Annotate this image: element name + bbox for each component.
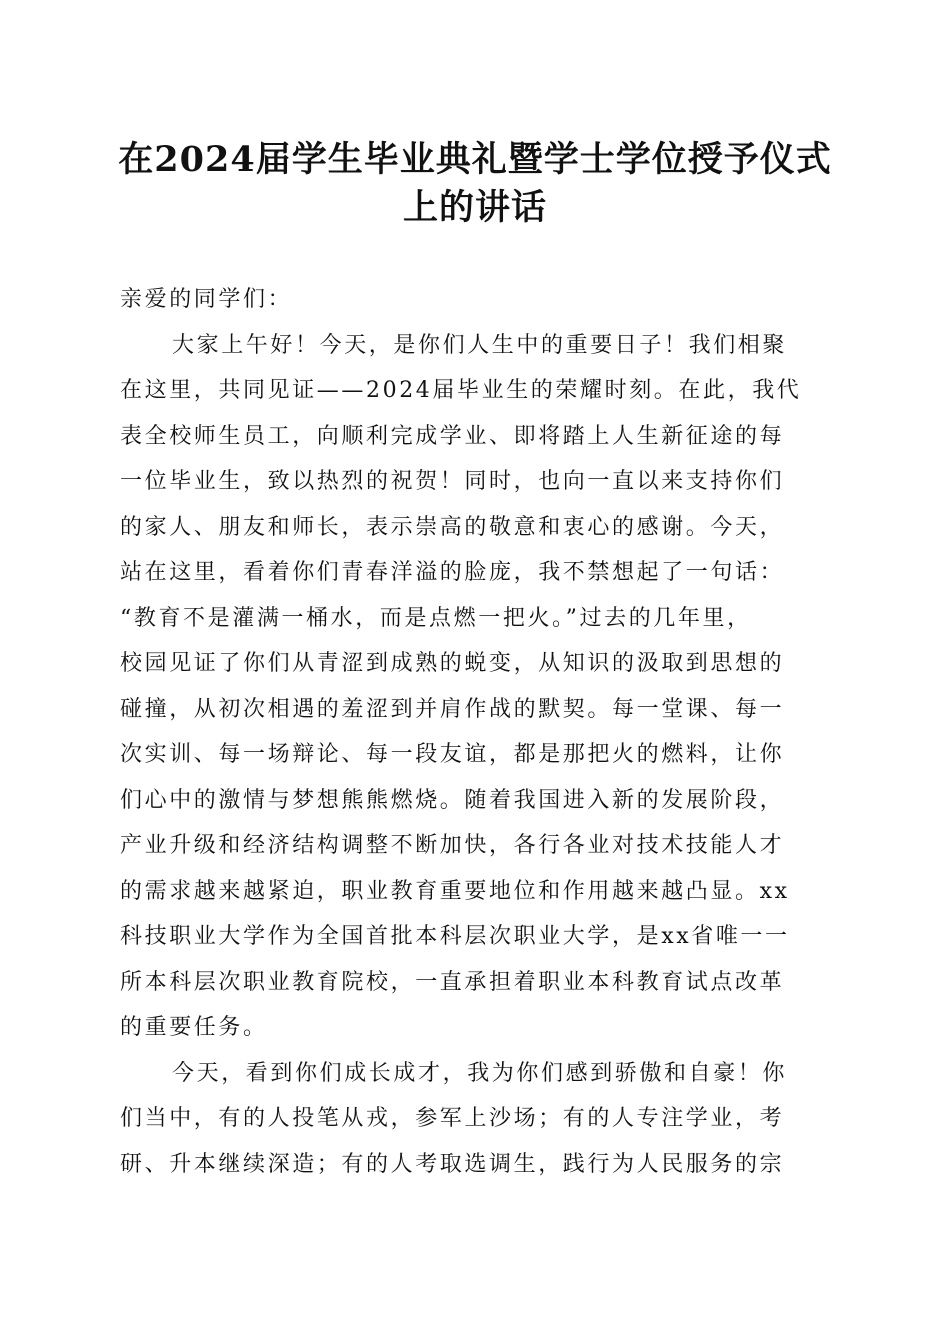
salutation: 亲爱的同学们： xyxy=(120,287,293,312)
body-line: 的重要任务。 xyxy=(120,1015,268,1040)
body-line: 的需求越来越紧迫，职业教育重要地位和作用越来越凸显。xx xyxy=(120,878,790,904)
body-line: 表全校师生员工，向顺利完成学业、即将踏上人生新征途的每 xyxy=(120,423,785,449)
body-line: 产业升级和经济结构调整不断加快，各行各业对技术技能人才 xyxy=(120,833,785,858)
document-title-line-2: 上的讲话 xyxy=(402,187,547,228)
body-line: 站在这里，看着你们青春洋溢的脸庞，我不禁想起了一句话： xyxy=(120,560,785,585)
body-line: 次实训、每一场辩论、每一段友谊，都是那把火的燃料，让你 xyxy=(120,742,785,767)
body-line: 的家人、朋友和师长，表示崇高的敬意和衷心的感谢。今天， xyxy=(120,514,785,540)
document-body xyxy=(120,277,832,1187)
body-line: 一位毕业生，致以热烈的祝贺！同时，也向一直以来支持你们 xyxy=(120,469,785,494)
body-line: 研、升本继续深造；有的人考取选调生，践行为人民服务的宗 xyxy=(120,1151,785,1177)
body-line: 大家上午好！今天，是你们人生中的重要日子！我们相聚 xyxy=(172,332,788,358)
body-line: 在这里，共同见证——2024届毕业生的荣耀时刻。在此，我代 xyxy=(120,378,802,403)
body-line: 碰撞，从初次相遇的羞涩到并肩作战的默契。每一堂课、每一 xyxy=(120,696,785,722)
body-line: 今天，看到你们成长成才，我为你们感到骄傲和自豪！你 xyxy=(172,1060,788,1086)
document-title-line-1: 在2024届学生毕业典礼暨学士学位授予仪式 xyxy=(118,139,832,180)
body-line: 科技职业大学作为全国首批本科层次职业大学，是xx省唯一一 xyxy=(120,924,790,949)
body-line: 们当中，有的人投笔从戎，参军上沙场；有的人专注学业，考 xyxy=(120,1106,785,1131)
body-line: “教育不是灌满一桶水，而是点燃一把火。”过去的几年里， xyxy=(120,605,752,631)
body-line: 所本科层次职业教育院校，一直承担着职业本科教育试点改革 xyxy=(120,969,785,995)
body-line: 校园见证了你们从青涩到成熟的蜕变，从知识的汲取到思想的 xyxy=(120,651,785,676)
body-line: 们心中的激情与梦想熊熊燃烧。随着我国进入新的发展阶段， xyxy=(120,787,785,813)
